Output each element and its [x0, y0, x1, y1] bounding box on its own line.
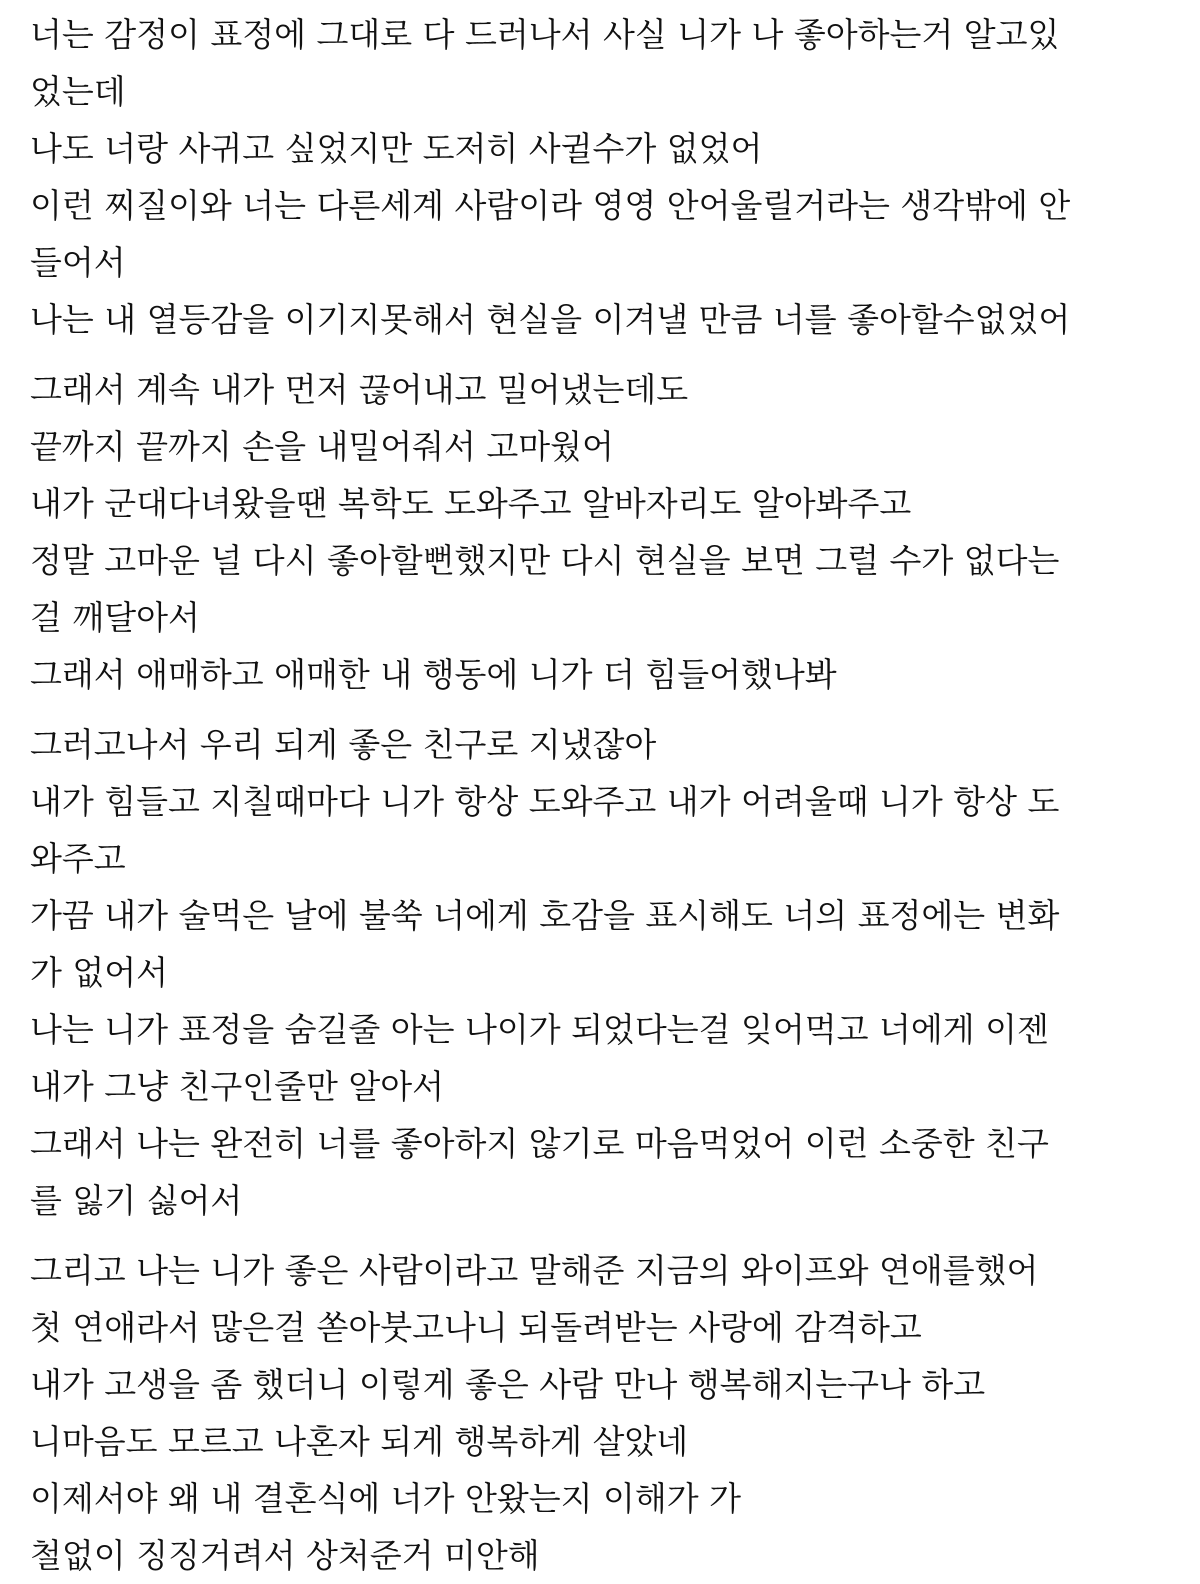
text-line: 그래서 애매하고 애매한 내 행동에 니가 더 힘들어했나봐 — [30, 655, 837, 694]
text-line: 첫 연애라서 많은걸 쏟아붓고나니 되돌려받는 사랑에 감격하고 — [30, 1308, 922, 1347]
text-line: 철없이 징징거려서 상처준거 미안해 — [30, 1536, 540, 1575]
letter-text — [30, 6, 1180, 1584]
text-line: 너는 감정이 표정에 그대로 다 드러나서 사실 니가 나 좋아하는거 알고있 — [30, 15, 1060, 54]
text-line: 나는 니가 표정을 숨길줄 아는 나이가 되었다는걸 잊어먹고 너에게 이젠 — [30, 1010, 1049, 1049]
text-line: 었는데 — [30, 72, 126, 111]
text-line: 를 잃기 싫어서 — [30, 1181, 243, 1220]
text-line: 내가 고생을 좀 했더니 이렇게 좋은 사람 만나 행복해지는구나 하고 — [30, 1365, 986, 1404]
text-line: 그래서 나는 완전히 너를 좋아하지 않기로 마음먹었어 이런 소중한 친구 — [30, 1124, 1049, 1163]
text-line: 내가 그냥 친구인줄만 알아서 — [30, 1067, 445, 1106]
text-line: 내가 힘들고 지칠때마다 니가 항상 도와주고 내가 어려울때 니가 항상 도 — [30, 782, 1060, 821]
paragraph — [30, 361, 1180, 703]
text-line: 그러고나서 우리 되게 좋은 친구로 지냈잖아 — [30, 725, 657, 764]
text-line: 가끔 내가 술먹은 날에 불쑥 너에게 호감을 표시해도 너의 표정에는 변화 — [30, 896, 1060, 935]
text-line: 나도 너랑 사귀고 싶었지만 도저히 사귈수가 없었어 — [30, 129, 763, 168]
text-line: 그리고 나는 니가 좋은 사람이라고 말해준 지금의 와이프와 연애를했어 — [30, 1251, 1039, 1290]
paragraph-gap — [30, 1229, 1180, 1242]
text-line: 들어서 — [30, 243, 126, 282]
text-line: 끝까지 끝까지 손을 내밀어줘서 고마웠어 — [30, 427, 614, 466]
paragraph — [30, 1242, 1180, 1584]
text-line: 이런 찌질이와 너는 다른세계 사람이라 영영 안어울릴거라는 생각밖에 안 — [30, 186, 1071, 225]
text-line: 그래서 계속 내가 먼저 끊어내고 밀어냈는데도 — [30, 370, 689, 409]
text-line: 정말 고마운 널 다시 좋아할뻔했지만 다시 현실을 보면 그럴 수가 없다는 — [30, 541, 1060, 580]
paragraph-gap — [30, 703, 1180, 716]
text-line: 걸 깨달아서 — [30, 598, 200, 637]
text-line: 와주고 — [30, 839, 126, 878]
paragraph-gap — [30, 348, 1180, 361]
text-line: 가 없어서 — [30, 953, 169, 992]
text-line: 나는 내 열등감을 이기지못해서 현실을 이겨낼 만큼 너를 좋아할수없었어 — [30, 300, 1071, 339]
paragraph — [30, 6, 1180, 348]
text-line: 이제서야 왜 내 결혼식에 너가 안왔는지 이해가 가 — [30, 1479, 741, 1518]
paragraph — [30, 716, 1180, 1229]
text-line: 니마음도 모르고 나혼자 되게 행복하게 살았네 — [30, 1422, 689, 1461]
text-line: 내가 군대다녀왔을땐 복학도 도와주고 알바자리도 알아봐주고 — [30, 484, 912, 523]
